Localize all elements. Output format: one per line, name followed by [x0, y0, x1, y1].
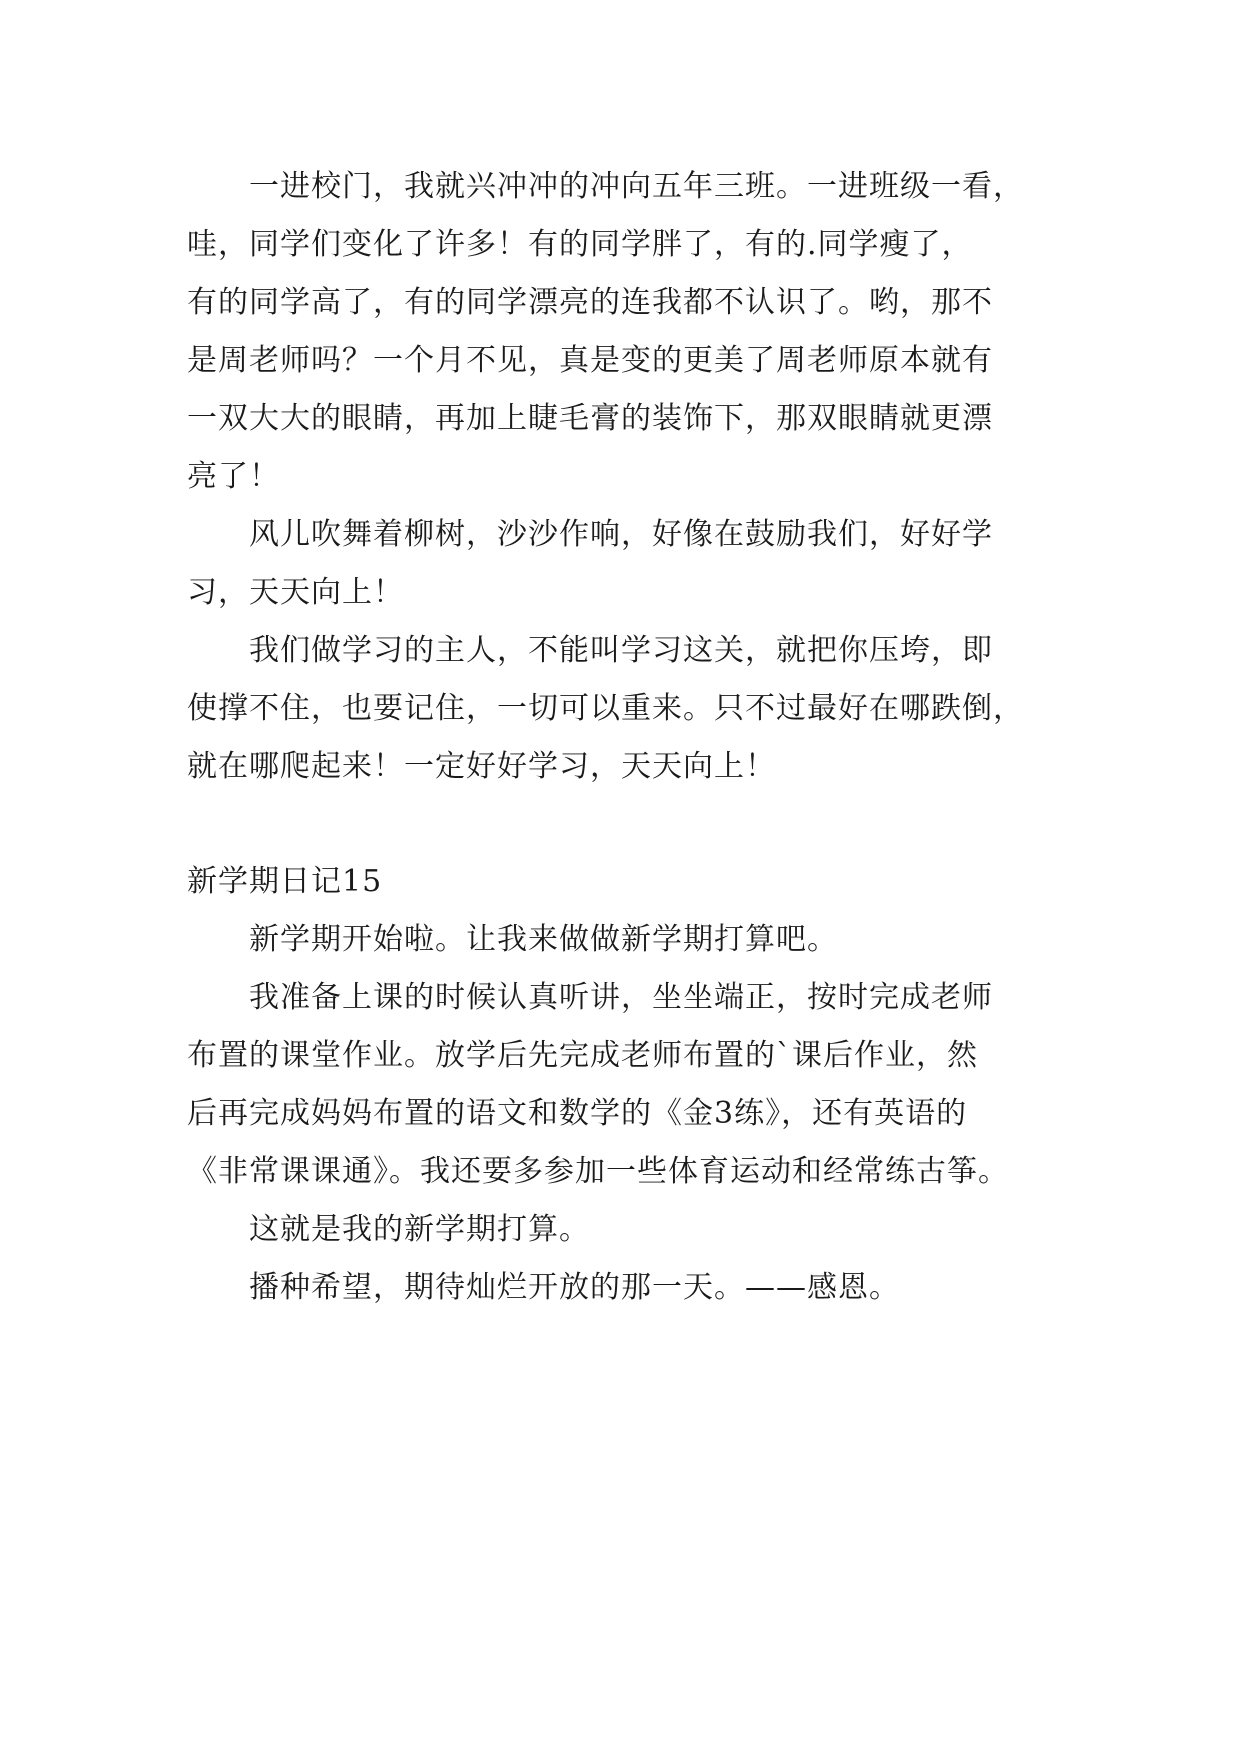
text-line: 有的同学高了，有的同学漂亮的连我都不认识了。哟，那不 — [187, 285, 993, 320]
text-line: 这就是我的新学期打算。 — [249, 1212, 590, 1247]
text-line: 习，天天向上！ — [187, 575, 404, 610]
text-line: 后再完成妈妈布置的语文和数学的《金3练》，还有英语的 — [187, 1096, 968, 1131]
paragraph — [187, 506, 1067, 622]
text-line: 新学期开始啦。让我来做做新学期打算吧。 — [249, 922, 838, 957]
diary-entry-continued — [187, 158, 1067, 796]
diary-entry-15 — [187, 853, 1067, 1317]
text-line: 我们做学习的主人，不能叫学习这关，就把你压垮，即 — [249, 633, 993, 668]
paragraph — [187, 1201, 1067, 1259]
text-line: 一进校门，我就兴冲冲的冲向五年三班。一进班级一看， — [249, 169, 1024, 204]
text-line: 播种希望，期待灿烂开放的那一天。——感恩。 — [249, 1270, 900, 1305]
text-line: 哇，同学们变化了许多！有的同学胖了，有的.同学瘦了， — [187, 227, 973, 262]
paragraph — [187, 622, 1067, 796]
paragraph — [187, 969, 1067, 1201]
section-title: 新学期日记15 — [187, 864, 383, 899]
paragraph — [187, 911, 1067, 969]
text-line: 是周老师吗？一个月不见，真是变的更美了周老师原本就有 — [187, 343, 993, 378]
text-line: 使撑不住，也要记住，一切可以重来。只不过最好在哪跌倒， — [187, 691, 1024, 726]
text-line: 就在哪爬起来！一定好好学习，天天向上！ — [187, 749, 776, 784]
text-line: 《非常课课通》。我还要多参加一些体育运动和经常练古筝。 — [187, 1154, 1009, 1189]
text-line: 风儿吹舞着柳树，沙沙作响，好像在鼓励我们，好好学 — [249, 517, 993, 552]
text-line: 一双大大的眼睛，再加上睫毛膏的装饰下，那双眼睛就更漂 — [187, 401, 993, 436]
text-line: 布置的课堂作业。放学后先完成老师布置的`课后作业，然 — [187, 1038, 978, 1073]
paragraph — [187, 1259, 1067, 1317]
text-line: 亮了！ — [187, 459, 280, 494]
text-line: 我准备上课的时候认真听讲，坐坐端正，按时完成老师 — [249, 980, 993, 1015]
paragraph — [187, 158, 1067, 506]
